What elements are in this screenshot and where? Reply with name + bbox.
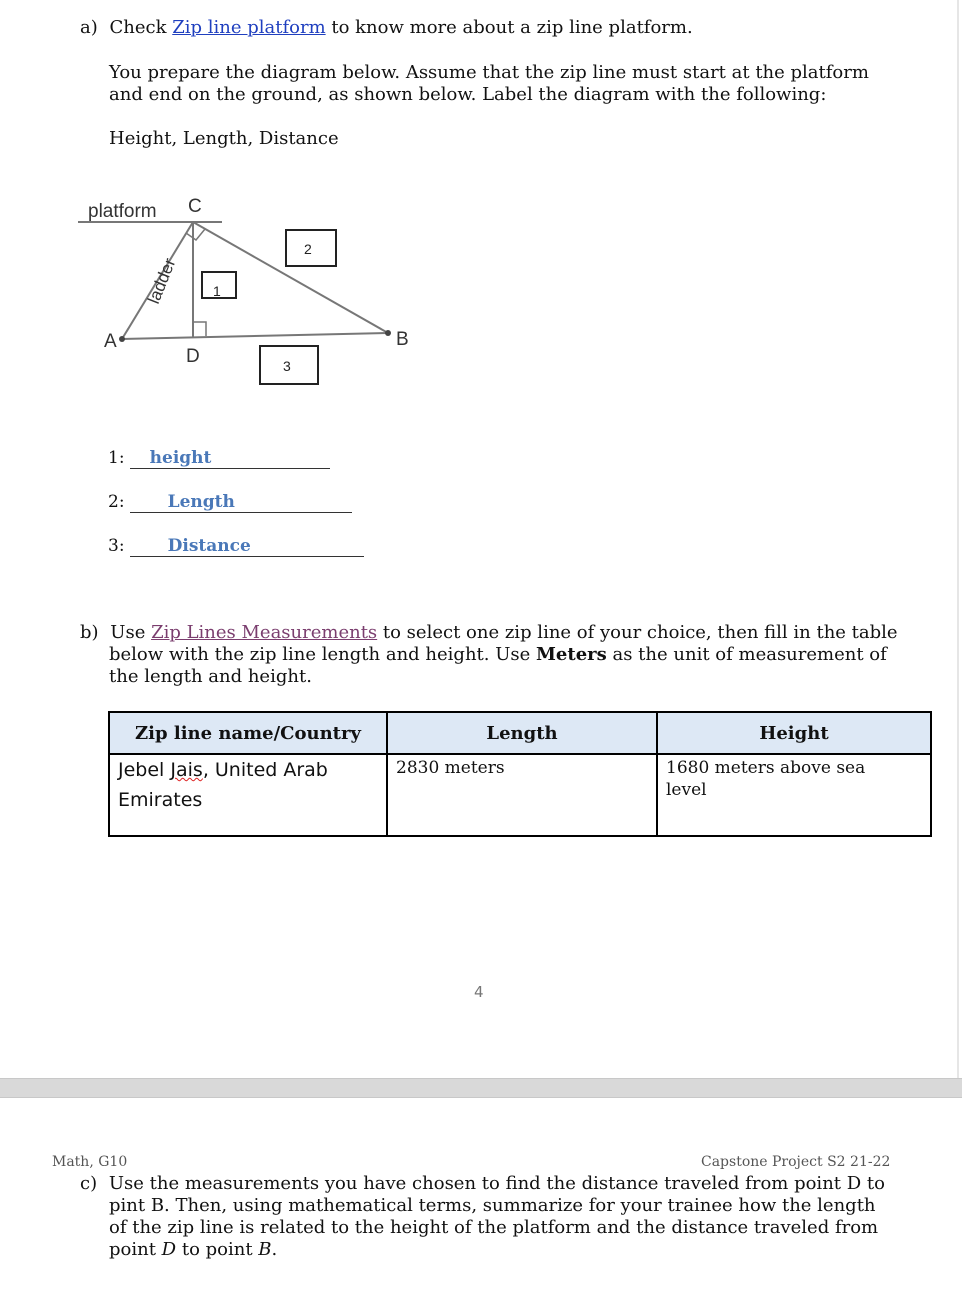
label-box-2-text: 2 [304,241,312,257]
cell-name-part3: , United Arab [202,759,328,781]
answer-3-num: 3: [108,536,125,556]
cell-name-part2: Jais [170,759,203,781]
header-name: Zip line name/Country [109,712,387,754]
ladder-label: ladder [144,255,180,307]
part-a-para-line1: You prepare the diagram below. Assume that the zip line must start at the platform [109,62,869,83]
part-b-line2 [109,644,887,666]
ground-line [122,333,388,339]
answer-3-value: Distance [167,536,251,556]
cell-height[interactable] [657,754,931,836]
point-d-label: D [186,346,200,367]
answer-1-blank[interactable] [130,448,330,469]
part-c-line4 [109,1239,277,1261]
point-c-label: C [188,196,202,217]
cell-length-value: 2830 meters [396,758,505,778]
table-row [109,754,931,836]
part-c-point-d: D [161,1239,177,1260]
part-b-meters-bold: Meters [536,644,607,665]
part-c-line4-before: point [109,1239,162,1260]
point-a-dot [119,336,125,342]
zip-line-platform-link[interactable]: Zip line platform [172,17,326,38]
part-b-label: b) [80,622,99,643]
part-a-intro-before: Check [109,17,173,38]
answer-2-num: 2: [108,492,125,512]
cell-height-line1: 1680 meters above sea [666,758,866,778]
cell-name[interactable] [109,754,387,836]
cell-length[interactable] [387,754,657,836]
part-c-point-b: B [258,1239,272,1260]
platform-label: platform [88,201,157,222]
answer-1-num: 1: [108,448,125,468]
zip-line-diagram [0,0,962,420]
answer-1-value: height [149,448,212,468]
part-c-line1 [80,1173,885,1195]
page-separator [0,1078,962,1098]
cell-name-line2: Emirates [118,789,203,811]
part-c-line4-mid: to point [176,1239,259,1260]
part-a-para-line2: and end on the ground, as shown below. Label the diagram with the following: [109,84,827,105]
point-b-label: B [396,329,409,350]
part-b-line2-after: as the unit of measurement of [606,644,887,665]
part-c-line4-end: . [271,1239,278,1260]
zip-line-table [108,711,932,837]
part-a-terms: Height, Length, Distance [109,128,339,149]
header-length: Length [387,712,657,754]
footer-right: Capstone Project S2 21-22 [701,1154,891,1170]
page-number: 4 [474,983,484,1001]
answer-2-blank[interactable] [130,492,352,513]
table-header-row [109,712,931,754]
answer-2-value: Length [167,492,235,512]
part-b-text-before: Use [110,622,152,643]
part-b-text-after: to select one zip line of your choice, then fill in the table [377,622,898,643]
cell-height-line2: level [666,780,707,800]
label-box-3-text: 3 [283,358,291,374]
point-b-dot [385,330,391,336]
right-angle-d [193,322,206,336]
answer-row-3 [108,536,364,557]
answer-row-2 [108,492,352,513]
footer-left: Math, G10 [52,1154,128,1170]
zip-lines-measurements-link[interactable]: Zip Lines Measurements [151,622,378,643]
part-c-line3: of the zip line is related to the height of the platform and the distance traveled from [109,1217,879,1238]
answer-3-blank[interactable] [130,536,364,557]
part-c-label: c) [80,1173,98,1194]
cell-name-part1: Jebel [118,759,171,781]
point-a-label: A [104,331,117,352]
part-a-label: a) [80,17,98,38]
part-c-line2: pint B. Then, using mathematical terms, summarize for your trainee how the length [109,1195,876,1216]
header-height: Height [657,712,931,754]
part-c-line1-text: Use the measurements you have chosen to find the distance traveled from point D to [108,1173,885,1194]
part-b-line3: the length and height. [109,666,312,687]
part-b-line1 [80,622,898,644]
part-a-intro-after: to know more about a zip line platform. [325,17,693,38]
part-b-line2-before: below with the zip line length and height. Use [109,644,536,665]
answer-row-1 [108,448,330,469]
label-box-1-text: 1 [213,283,221,299]
